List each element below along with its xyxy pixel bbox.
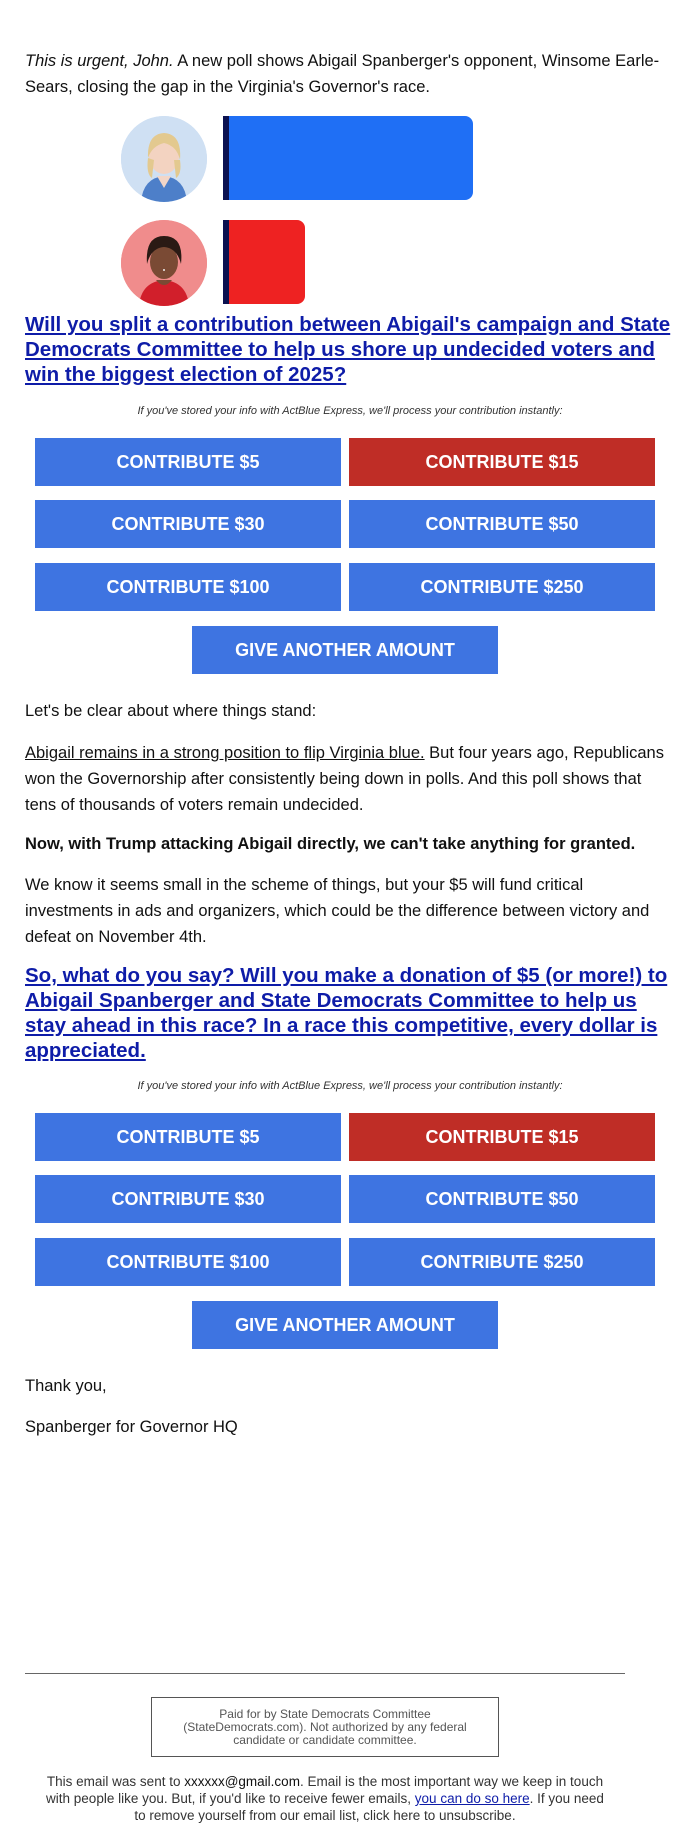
fewer-emails-link[interactable]: you can do so here xyxy=(414,1791,530,1806)
footer-sent-mid: . Email is the most important way we keep in touch with people like you. But, if you'd like to receive fewer emails, xyxy=(46,1774,604,1806)
contribute-15-button[interactable]: CONTRIBUTE $15 xyxy=(349,438,655,486)
strong-position-link[interactable]: Abigail remains in a strong position to flip Virginia blue. xyxy=(25,744,425,762)
footer-sent-prefix: This email was sent to xyxy=(46,1774,185,1789)
footer-text xyxy=(40,1773,610,1824)
give-another-amount-button[interactable]: GIVE ANOTHER AMOUNT xyxy=(192,626,498,674)
intro-paragraph xyxy=(25,48,675,100)
signoff-thanks: Thank you, xyxy=(25,1377,107,1395)
headline-ask-link[interactable]: Will you split a contribution between Abigail's campaign and State Democrats Committee to help us shore up undecided voters and win the biggest election of 2025? xyxy=(25,313,671,386)
contribute-5-button[interactable]: CONTRIBUTE $5 xyxy=(35,438,341,486)
contribute-30-button[interactable]: CONTRIBUTE $30 xyxy=(35,500,341,548)
headline-donation-link[interactable]: So, what do you say? Will you make a donation of $5 (or more!) to Abigail Spanberger and State Democrats Committee to help us stay ahead in this race? In a race this competitive, every dollar is appreciated. xyxy=(25,964,668,1062)
intro-urgent: This is urgent, John. xyxy=(25,52,174,70)
footer-divider xyxy=(25,1673,625,1674)
contribute-250-button-2[interactable]: CONTRIBUTE $250 xyxy=(349,1238,655,1286)
actblue-express-note: If you've stored your info with ActBlue Express, we'll process your contribution instantly: xyxy=(137,405,563,417)
signoff-sender: Spanberger for Governor HQ xyxy=(25,1418,238,1436)
paid-for-disclaimer: Paid for by State Democrats Committee (StateDemocrats.com). Not authorized by any federal candidate or candidate committee. xyxy=(151,1697,499,1757)
contribute-100-button-2[interactable]: CONTRIBUTE $100 xyxy=(35,1238,341,1286)
actblue-express-note-2: If you've stored your info with ActBlue Express, we'll process your contribution instantly: xyxy=(137,1080,563,1092)
contribute-50-button-2[interactable]: CONTRIBUTE $50 xyxy=(349,1175,655,1223)
body-paragraph-4: We know it seems small in the scheme of things, but your $5 will fund critical investments in ads and organizers, which could be the difference between victory and defeat on November 4th. xyxy=(25,876,650,946)
body-paragraph-2 xyxy=(25,740,675,818)
earle-sears-avatar xyxy=(121,220,207,306)
spanberger-poll-bar xyxy=(223,116,473,200)
contribute-5-button-2[interactable]: CONTRIBUTE $5 xyxy=(35,1113,341,1161)
contribute-100-button[interactable]: CONTRIBUTE $100 xyxy=(35,563,341,611)
recipient-email: xxxxxx@gmail.com xyxy=(184,1774,300,1789)
body-paragraph-3: Now, with Trump attacking Abigail directly, we can't take anything for granted. xyxy=(25,835,636,853)
give-another-amount-button-2[interactable]: GIVE ANOTHER AMOUNT xyxy=(192,1301,498,1349)
contribute-15-button-2[interactable]: CONTRIBUTE $15 xyxy=(349,1113,655,1161)
intro-text: A new poll shows Abigail Spanberger's opponent, Winsome Earle-Sears, closing the gap in the Virginia's Governor's race. xyxy=(25,52,660,96)
footer-unsubscribe-text[interactable]: . If you need to remove yourself from our email list, click here to unsubscribe. xyxy=(134,1791,604,1823)
contribute-50-button[interactable]: CONTRIBUTE $50 xyxy=(349,500,655,548)
body-paragraph-2-text: But four years ago, Republicans won the Governorship after consistently being down in polls. And this poll shows that tens of thousands of voters remain undecided. xyxy=(25,744,664,814)
contribute-250-button[interactable]: CONTRIBUTE $250 xyxy=(349,563,655,611)
contribute-30-button-2[interactable]: CONTRIBUTE $30 xyxy=(35,1175,341,1223)
spanberger-avatar xyxy=(121,116,207,202)
body-paragraph-1: Let's be clear about where things stand: xyxy=(25,702,317,720)
earle-sears-poll-bar xyxy=(223,220,305,304)
